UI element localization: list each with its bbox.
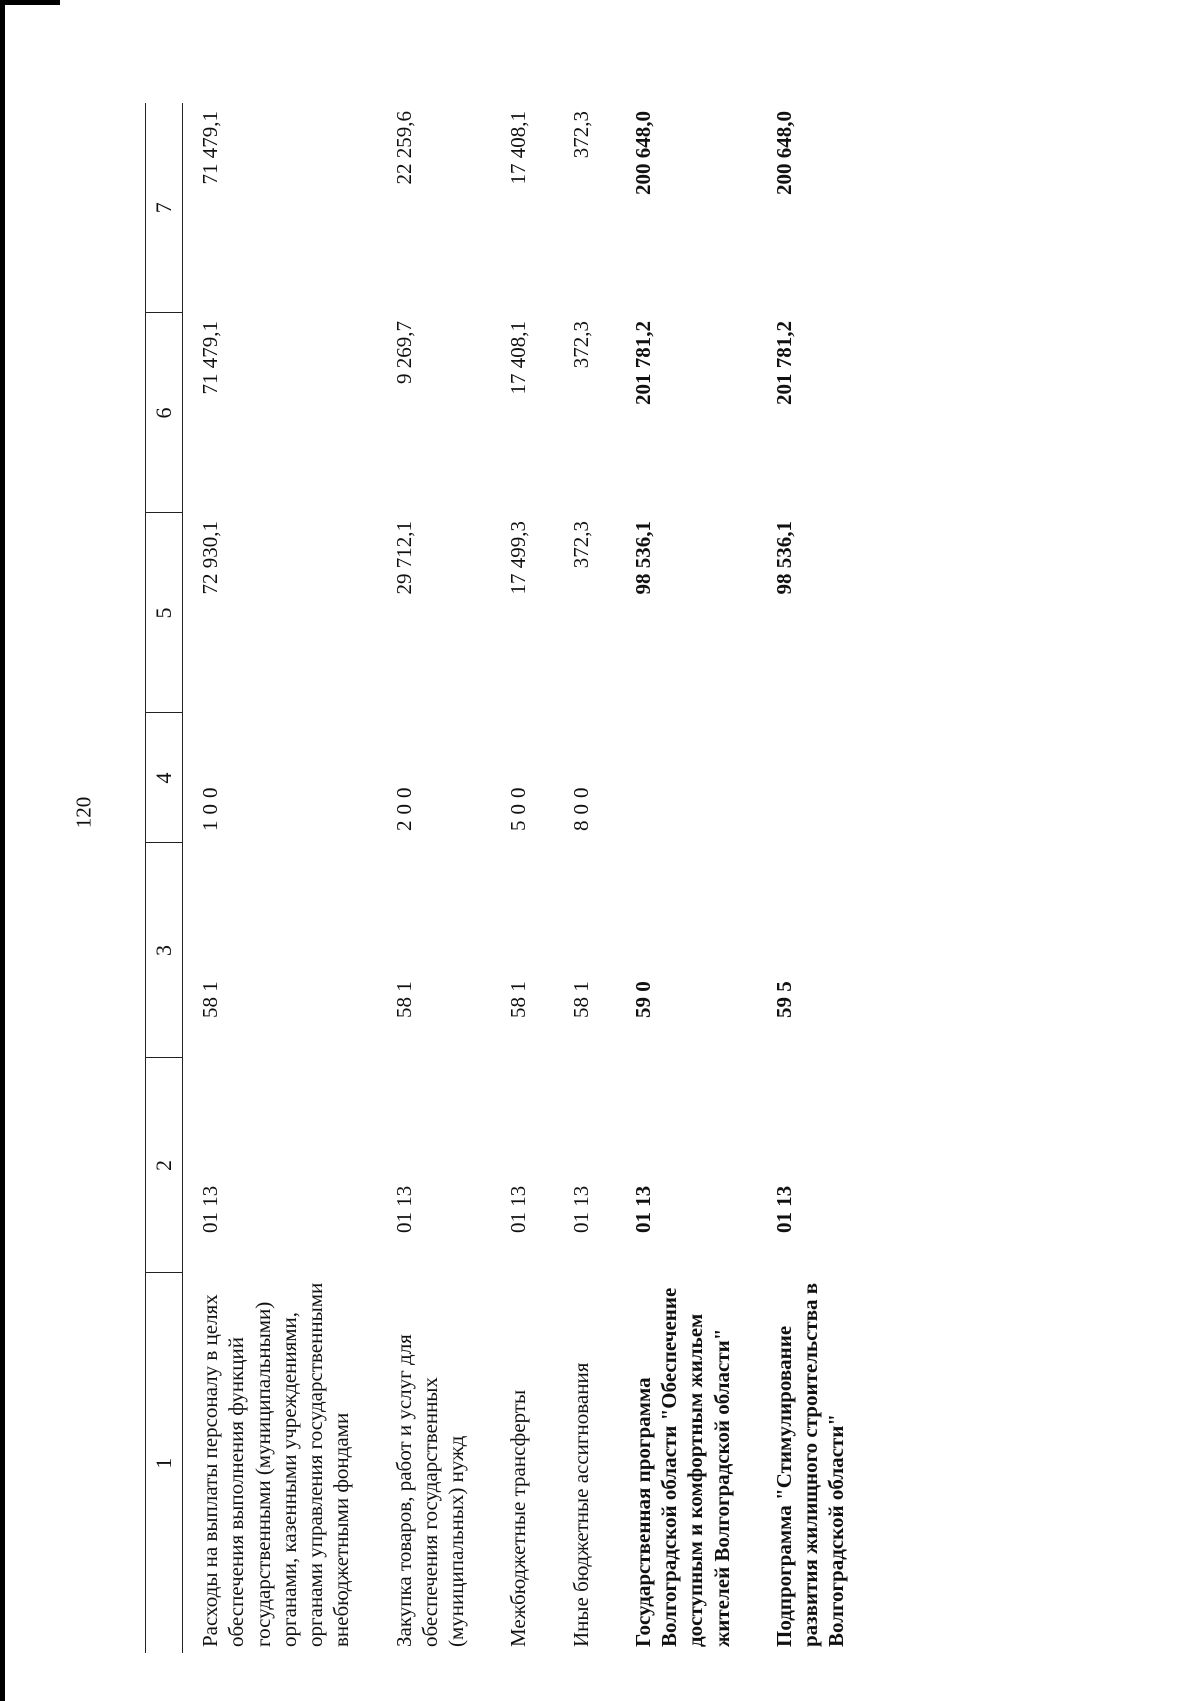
col-header-7: 7: [146, 103, 183, 313]
row-target-code: 58 1: [506, 981, 531, 1018]
scan-edge-top: [0, 0, 60, 5]
row-amount-6: 9 269,7: [391, 321, 416, 384]
row-target-code: 58 1: [568, 981, 593, 1018]
row-amount-6: 201 781,2: [771, 321, 796, 405]
table-row: [554, 103, 616, 1653]
row-amount-6: 17 408,1: [506, 321, 531, 395]
table-row: [183, 103, 377, 1653]
table-row: [377, 103, 492, 1653]
row-expense-type: [757, 713, 872, 843]
col-header-3: 3: [146, 843, 183, 1058]
row-amount-5: 98 536,1: [630, 521, 655, 595]
row-section-code: 01 13: [198, 1185, 222, 1233]
scan-edge-left: [0, 0, 5, 1701]
row-name: Подпрограмма "Стимулирование развития жилищного строительства в Волгоградской области": [771, 1282, 849, 1647]
row-amount-5: 17 499,3: [506, 521, 531, 595]
row-target-code: 59 0: [630, 981, 655, 1018]
row-amount-7: 17 408,1: [506, 111, 531, 185]
col-header-5: 5: [146, 513, 183, 713]
budget-table: [145, 103, 872, 1653]
page-number: 120: [71, 796, 96, 829]
col-header-2: 2: [146, 1058, 183, 1273]
row-name: Иные бюджетные ассигнования: [568, 1362, 593, 1647]
row-amount-7: 71 479,1: [198, 111, 222, 185]
row-target-code: 59 5: [771, 981, 796, 1018]
col-header-4: 4: [146, 713, 183, 843]
row-name: Межбюджетные трансферты: [506, 1389, 531, 1647]
row-expense-type: 500: [506, 781, 531, 831]
row-target-code: 58 1: [391, 981, 416, 1018]
row-amount-6: 372,3: [568, 321, 593, 369]
row-amount-5: 72 930,1: [198, 521, 222, 595]
row-amount-7: 372,3: [568, 111, 593, 159]
table-row: [616, 103, 757, 1653]
row-amount-6: 71 479,1: [198, 321, 222, 395]
col-header-6: 6: [146, 313, 183, 513]
row-target-code: 58 1: [198, 981, 222, 1018]
row-amount-5: 29 712,1: [391, 521, 416, 595]
row-amount-6: 201 781,2: [630, 321, 655, 405]
row-amount-7: 200 648,0: [771, 111, 796, 195]
row-name: Закупка товаров, работ и услуг для обеспечения государственных (муниципальных) нужд: [391, 1334, 468, 1647]
table-row: [757, 103, 872, 1653]
row-expense-type: 100: [198, 781, 222, 831]
row-name: Государственная программа Волгоградской области "Обеспечение доступным и комфортным жильем жителей Волгоградской области": [630, 1287, 734, 1647]
row-section-code: 01 13: [568, 1185, 593, 1233]
budget-table-rotated: [145, 103, 1005, 1653]
row-expense-type: 800: [568, 781, 593, 831]
row-amount-7: 22 259,6: [391, 111, 416, 185]
row-name: Расходы на выплаты персоналу в целях обеспечения выполнения функций государственными (муниципальными) органами, казенными учреждениями, органами управления государственными внебюджетными фондами: [198, 1282, 354, 1647]
row-section-code: 01 13: [391, 1185, 416, 1233]
row-section-code: 01 13: [771, 1185, 796, 1233]
row-expense-type: 200: [391, 781, 416, 831]
row-amount-7: 200 648,0: [630, 111, 655, 195]
row-expense-type: [616, 713, 757, 843]
row-amount-5: 372,3: [568, 521, 593, 569]
row-section-code: 01 13: [630, 1185, 655, 1233]
header-row: [146, 103, 183, 1653]
row-section-code: 01 13: [506, 1185, 531, 1233]
row-amount-5: 98 536,1: [771, 521, 796, 595]
table-row: [491, 103, 553, 1653]
col-header-1: 1: [146, 1273, 183, 1653]
